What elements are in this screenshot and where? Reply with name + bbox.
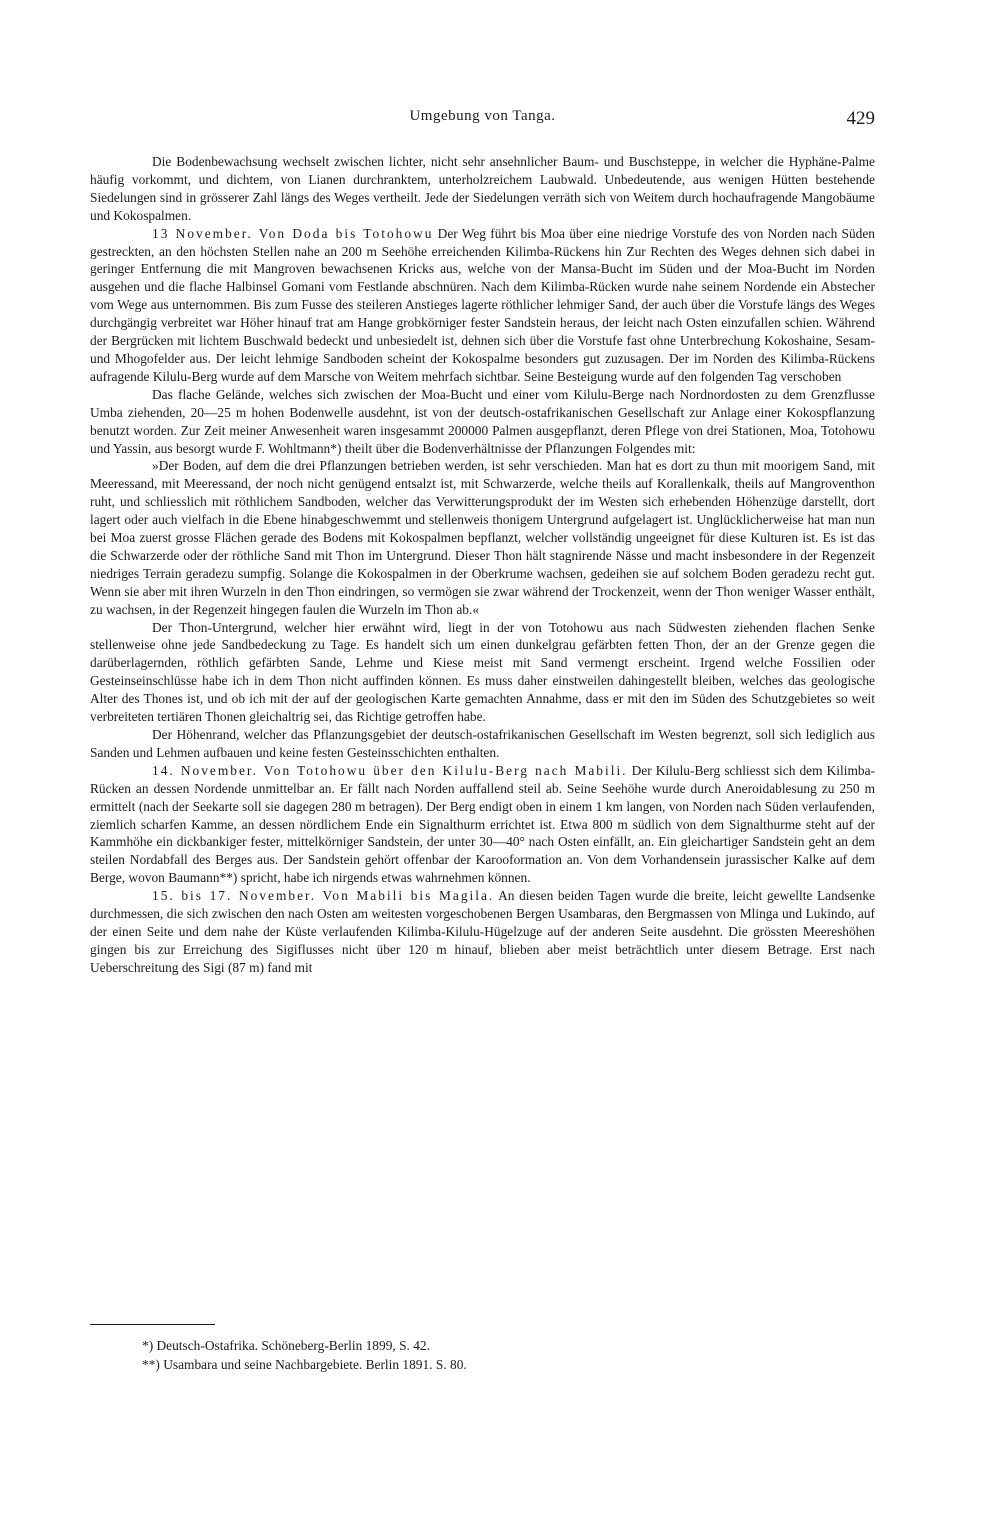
- paragraph: 13 November. Von Doda bis Totohowu Der Weg führt bis Moa über eine niedrige Vorstufe des von Norden nach Süden gestreckten, an den höchsten Stellen nahe an 200 m Seehöhe erreichenden Kilimba-Rückens hin Zur Rechten des Weges dehnen sich dabei in geringer Entfernung die mit Mangroven bewachsenen Kricks aus, welche von der Mansa-Bucht im Süden und der Moa-Bucht im Norden ausgehen und die flache Halbinsel Gomani vom Festlande abschnüren. Nach dem Kilimba-Rücken wurde nahe seinem Nordende ein Abstecher vom Wege aus unternommen. Bis zum Fusse des steileren Anstieges lagerte röthlicher lehmiger Sand, der auch über die Vorstufe längs des Weges durchgängig verbreitet war Höher hinauf trat am Hange grobkörniger fester Sandstein heraus, der leicht nach Osten einzufallen schien. Während der Bergrücken mit lichtem Buschwald bedeckt und unbesiedelt ist, dehnen sich über die Vorstufe fast ohne Unterbrechung Kokoshaine, Sesam- und Mhogofelder aus. Der leicht lehmige Sandboden scheint der Kokospalme besonders gut zuzusagen. Der im Norden des Kilimba-Rückens aufragende Kilulu-Berg wurde auf dem Marsche von Weitem mehrfach sichtbar. Seine Besteigung wurde auf den folgenden Tag verschoben: [90, 225, 875, 384]
- footnote: **) Usambara und seine Nachbargebiete. Berlin 1891. S. 80.: [142, 1357, 467, 1372]
- paragraph: 15. bis 17. November. Von Mabili bis Magila. An diesen beiden Tagen wurde die breite, leicht gewellte Landsenke durchmessen, die sich zwischen den nach Osten am weitesten vorgeschobenen Bergen Usambaras, den Bergmassen von Mlinga und Lukindo, auf der einen Seite und dem nahe der Küste verlaufenden Kilimba-Kilulu-Hügelzuge auf der anderen Seite ausdehnt. Die grössten Meereshöhen gingen bis zur Erreichung des Sigiflusses nicht über 120 m hinauf, blieben aber meist beträchtlich unter diesem Betrage. Erst nach Ueberschreitung des Sigi (87 m) fand mit: [90, 888, 875, 975]
- section-heading: 15. bis 17. November. Von Mabili bis Magila.: [152, 888, 495, 904]
- page-header: [90, 108, 875, 132]
- paragraph: 14. November. Von Totohowu über den Kilulu-Berg nach Mabili. Der Kilulu-Berg schliesst sich dem Kilimba-Rücken an dessen Nordende unmittelbar an. Er fällt nach Norden auffallend steil ab. Seine Seehöhe wurde durch Aneroidablesung zu 250 m ermittelt (nach der Seekarte soll sie dagegen 280 m betragen). Der Berg endigt oben in einem 1 km langen, von Norden nach Süden verlaufenden, ziemlich scharfen Kamme, an dessen nördlichem Ende ein Signalthurm errichtet ist. Etwa 800 m südlich von dem Signalthurme steht auf der Kammhöhe ein dickbankiger fester, mittelkörniger Sandstein, der unter 30—40° nach Osten einfällt, an. Ein gleichartiger Sandstein geht an dem steilen Nordabfall des Berges aus. Der Sandstein gehört offenbar der Karooformation an. Von dem Vorhandensein jurassischer Kalke auf dem Berge, wovon Baumann**) spricht, habe ich nirgends etwas wahrnehmen können.: [90, 762, 875, 886]
- section-heading: 14. November. Von Totohowu über den Kilulu-Berg nach Mabili.: [152, 762, 628, 778]
- body-text: [90, 153, 875, 977]
- footnote-rule: [90, 1324, 215, 1325]
- paragraph: Der Höhenrand, welcher das Pflanzungsgebiet der deutsch-ostafrikanischen Gesellschaft im Westen begrenzt, soll sich lediglich aus Sanden und Lehmen aufbauen und keine festen Gesteinsschichten enthalten.: [90, 727, 875, 760]
- paragraph: Das flache Gelände, welches sich zwischen der Moa-Bucht und einer vom Kilulu-Berge nach Nordnordosten zu dem Grenzflusse Umba ziehenden, 20—25 m hohen Bodenwelle ausdehnt, ist von der deutsch-ostafrikanischen Gesellschaft zur Anlage einer Kokospflanzung benutzt worden. Zur Zeit meiner Anwesenheit waren insgesammt 200000 Palmen ausgepflanzt, deren Pflege von drei Stationen, Moa, Totohowu und Yassin, aus besorgt wurde F. Wohltmann*) theilt über die Bodenverhältnisse der Pflanzungen Folgendes mit:: [90, 386, 875, 456]
- page-number: 429: [846, 108, 875, 129]
- footnote: *) Deutsch-Ostafrika. Schöneberg-Berlin 1899, S. 42.: [142, 1338, 430, 1353]
- section-heading: 13 November. Von Doda bis Totohowu: [152, 225, 434, 241]
- running-title: Umgebung von Tanga.: [409, 108, 556, 124]
- paragraph-quotation: »Der Boden, auf dem die drei Pflanzungen betrieben werden, ist sehr verschieden. Man hat es dort zu thun mit moorigem Sand, mit Meeressand, mit Meeressand, der noch nicht genügend entsalzt ist, mit Schwarzerde, welche theils auf Korallenkalk, theils auf Mangroventhon ruht, und schliesslich mit röthlichem Sandboden, welcher das Verwitterungsprodukt der im Westen sich erhebenden Höhenzüge darstellt, dort lagert oder auch vielfach in die Ebene hinabgeschwemmt und stellenweis thonigem Untergrund aufgelagert ist. Unglücklicherweise hat man nun bei Moa zuerst grosse Flächen gerade des Bodens mit Kokospalmen bepflanzt, welcher vollständig ungeeignet für diese Kulturen ist. Es ist das die Schwarzerde oder der röthliche Sand mit Thon im Untergrund. Dieser Thon hält stagnirende Nässe und macht insbesondere in der Regenzeit niedriges Terrain geradezu sumpfig. Solange die Kokospalmen in der Oberkrume wachsen, gedeihen sie auf solchem Boden geradezu recht gut. Wenn sie aber mit ihren Wurzeln in den Thon eindringen, so vermögen sie zwar während der Trockenzeit, wenn der Thon weniger Wasser enthält, zu wachsen, in der Regenzeit hingegen faulen die Wurzeln im Thon ab.«: [90, 458, 875, 617]
- paragraph: Der Thon-Untergrund, welcher hier erwähnt wird, liegt in der von Totohowu aus nach Südwesten ziehenden flachen Senke stellenweise ohne jede Sandbedeckung zu Tage. Es handelt sich um einen dunkelgrau gefärbten fetten Thon, der an der Grenze gegen die darüberlagernden, röthlich gefärbten Sande, Lehme und Kiese meist mit Sand vermengt erscheint. Irgend welche Fossilien oder Gesteinseinschlüsse habe ich in dem Thon nicht auffinden können. Es muss daher einstweilen dahingestellt bleiben, welches das geologische Alter des Thones ist, und ob ich mit der auf der geologischen Karte gemachten Annahme, dass er mit den im Süden des Schutzgebietes so weit verbreiteten tertiären Thonen gleichaltrig sei, das Richtige getroffen habe.: [90, 619, 875, 725]
- paragraph: Die Bodenbewachsung wechselt zwischen lichter, nicht sehr ansehnlicher Baum- und Buschsteppe, in welcher die Hyphäne-Palme häufig vorkommt, und dichtem, von Lianen durchranktem, unterholzreichem Laubwald. Unbedeutende, aus wenigen Hütten bestehende Siedelungen sind in grösserer Zahl längs des Weges vertheilt. Jede der Siedelungen verräth sich von Weitem durch hochaufragende Mangobäume und Kokospalmen.: [90, 154, 875, 223]
- footnotes: [142, 1336, 467, 1374]
